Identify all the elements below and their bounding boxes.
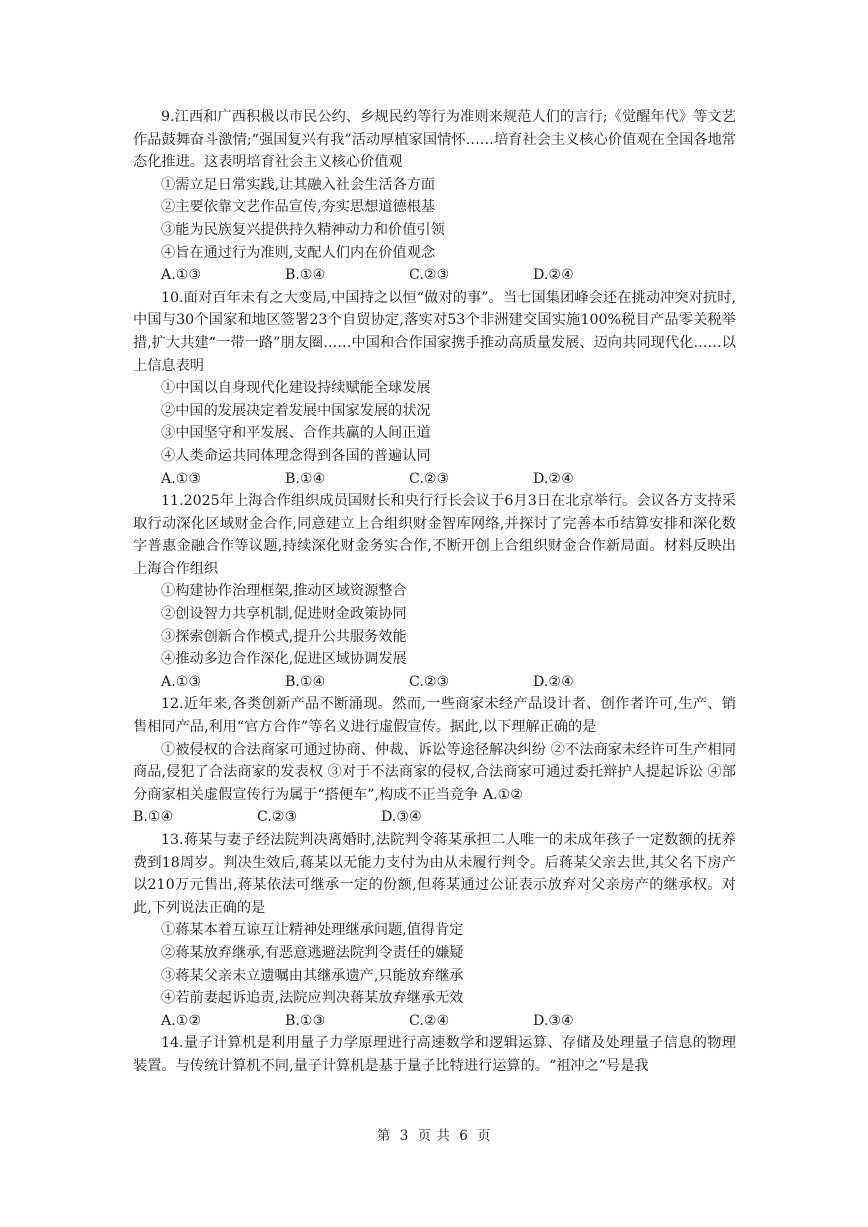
question-stem: 9.江西和广西积极以市民公约、乡规民约等行为准则来规范人们的言行;《觉醒年代》等文艺作品鼓舞奋斗激情;“强国复兴有我”活动厚植家国情怀……培育社会主义核心价值观在全国各地常态化推进。这表明培育社会主义核心价值观 [133,109,736,171]
option-3: ③探索创新合作模式,提升公共服务效能 [161,628,407,645]
question-12 [133,693,736,829]
choice-a: A.①③ [161,267,202,284]
answer-choices-tail [133,806,736,829]
answer-choices [133,468,736,491]
choice-c: C.②③ [409,673,450,690]
choice-b: B.①③ [285,1012,326,1029]
option-3: ③中国坚守和平发展、合作共赢的人间正道 [161,425,431,442]
question-stem: 11.2025年上海合作组织成员国财长和央行行长会议于6月3日在北京举行。会议各方支持采取行动深化区域财金合作,同意建立上合组织财金智库网络,并探讨了完善本币结算安排和深化数字普惠金融合作等议题,持续深化财金务实合作,不断开创上合组织财金合作新局面。材料反映出上海合作组织 [133,493,736,577]
footer-total-pages: 6 [459,1128,469,1144]
choice-c: C.②③ [409,267,450,284]
option-4: ④旨在通过行为准则,支配人们内在价值观念 [161,244,436,261]
choice-b: B.①④ [285,673,326,690]
option-2: ②创设智力共享机制,促进财金政策协同 [161,606,407,623]
question-stem: 14.量子计算机是利用量子力学原理进行高速数学和逻辑运算、存储及处理量子信息的物理装置。与传统计算机不同,量子计算机是基于量子比特进行运算的。“祖冲之”号是我 [133,1035,736,1074]
footer-prefix: 第 [376,1128,391,1144]
choice-b: B.①④ [285,470,326,487]
choice-b: B.①④ [285,267,326,284]
question-13 [133,829,736,1032]
choice-d: D.③④ [381,809,422,826]
option-4: ④人类命运共同体理念得到各国的普遍认同 [161,447,431,464]
question-11 [133,490,736,693]
question-list [133,106,736,1078]
choice-a: A.①③ [161,470,202,487]
choice-d: D.②④ [533,673,574,690]
question-stem: 10.面对百年未有之大变局,中国持之以恒“做对的事”。当七国集团峰会还在挑动冲突对抗时,中国与30个国家和地区签署23个自贸协定,落实对53个非洲建交国实施100%税目产品零关税举措,扩大共建“一带一路”朋友圈……中国和合作国家携手推动高质量发展、迈向共同现代化……以上信息表明 [133,289,736,374]
question-stem: 13.蒋某与妻子经法院判决离婚时,法院判令蒋某承担二人唯一的未成年孩子一定数额的抚养费到18周岁。判决生效后,蒋某以无能力支付为由从未履行判令。后蒋某父亲去世,其父名下房产以210万元售出,蒋某依法可继承一定的份额,但蒋某通过公证表示放弃对父亲房产的继承权。对此,下列说法正确的是 [133,832,736,916]
choice-d: D.②④ [533,267,574,284]
option-3: ③能为民族复兴提供持久精神动力和价值引领 [161,221,445,238]
choice-c: C.②③ [257,809,298,826]
question-14 [133,1032,736,1077]
option-2: ②主要依靠文艺作品宣传,夯实思想道德根基 [161,199,436,216]
answer-choices [133,264,736,287]
choice-d: D.③④ [533,1012,574,1029]
option-1: ①构建协作治理框架,推动区域资源整合 [161,583,407,600]
choice-b: B.①④ [133,809,174,826]
option-1: ①蒋某本着互谅互让精神处理继承问题,值得肯定 [161,922,464,939]
page-footer [0,1124,868,1144]
choice-c: C.②④ [409,1012,450,1029]
choice-c: C.②③ [409,470,450,487]
question-stem: 12.近年来,各类创新产品不断涌现。然而,一些商家未经产品设计者、创作者许可,生产、销售相同产品,利用“官方合作”等名义进行虚假宣传。据此,以下理解正确的是 [133,696,736,736]
choice-d: D.②④ [533,470,574,487]
option-2: ②中国的发展决定着发展中国家发展的状况 [161,402,431,419]
answer-choices [133,671,736,694]
footer-suffix: 页 [477,1128,492,1144]
option-1: ①需立足日常实践,让其融入社会生活各方面 [161,176,436,193]
question-9 [133,106,736,287]
choice-a: A.①③ [161,673,202,690]
option-4: ④推动多边合作深化,促进区域协调发展 [161,651,407,668]
footer-page-number: 3 [399,1128,409,1144]
answer-choices [133,1010,736,1033]
option-3: ③蒋某父亲未立遗嘱由其继承遗产,只能放弃继承 [161,967,464,984]
footer-middle: 页 共 [417,1128,451,1144]
option-2: ②蒋某放弃继承,有恶意逃避法院判令责任的嫌疑 [161,944,464,961]
inline-options: ①被侵权的合法商家可通过协商、仲裁、诉讼等途径解决纠纷 ②不法商家未经许可生产相同商品,侵犯了合法商家的发表权 ③对于不法商家的侵权,合法商家可通过委托辩护人提起诉讼 ④部分商家相关虚假宣传行为属于“搭便车”,构成不正当竞争 A.①② [133,741,736,803]
question-10 [133,287,736,490]
option-4: ④若前妻起诉追责,法院应判决蒋某放弃继承无效 [161,990,464,1007]
option-1: ①中国以自身现代化建设持续赋能全球发展 [161,380,431,397]
choice-a: A.①② [161,1012,202,1029]
